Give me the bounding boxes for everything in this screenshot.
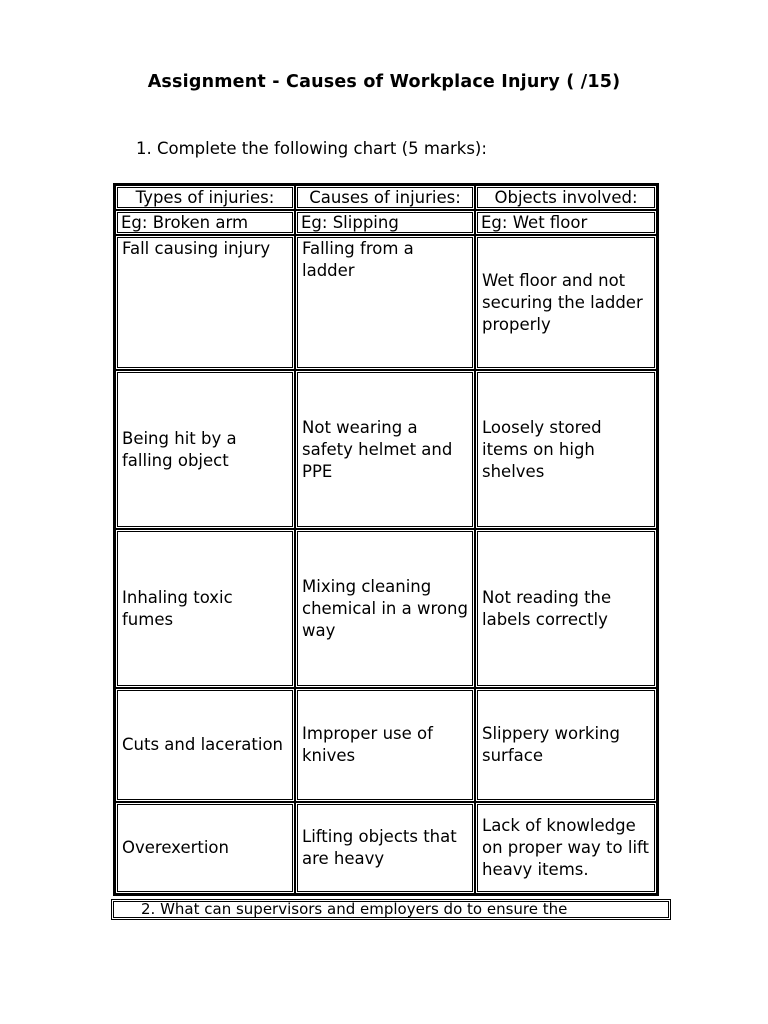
cell-cause: Improper use of knives <box>295 688 475 802</box>
table-row <box>115 235 657 370</box>
cell-object: Wet floor and not securing the ladder properly <box>475 235 657 370</box>
table-row <box>115 802 657 894</box>
example-object: Eg: Wet floor <box>475 210 657 235</box>
cell-cause: Mixing cleaning chemical in a wrong way <box>295 529 475 688</box>
cell-type: Being hit by a falling object <box>115 370 295 529</box>
cell-object: Lack of knowledge on proper way to lift heavy items. <box>475 802 657 894</box>
table-row <box>115 688 657 802</box>
question-2-box <box>111 899 671 920</box>
example-cause: Eg: Slipping <box>295 210 475 235</box>
table-header-row <box>115 185 657 210</box>
cell-cause: Lifting objects that are heavy <box>295 802 475 894</box>
cell-type: Fall causing injury <box>115 235 295 370</box>
table-row <box>115 529 657 688</box>
cell-cause: Not wearing a safety helmet and PPE <box>295 370 475 529</box>
cell-type: Inhaling toxic fumes <box>115 529 295 688</box>
assignment-title: Assignment - Causes of Workplace Injury ( /15) <box>147 72 621 92</box>
question-1-prompt: 1. Complete the following chart (5 marks): <box>136 139 487 158</box>
cell-object: Loosely stored items on high shelves <box>475 370 657 529</box>
cell-type: Overexertion <box>115 802 295 894</box>
question-2-prompt: 2. What can supervisors and employers do to ensure the <box>141 900 568 918</box>
table-example-row <box>115 210 657 235</box>
injury-chart <box>113 183 659 896</box>
header-types: Types of injuries: <box>115 185 295 210</box>
cell-type: Cuts and laceration <box>115 688 295 802</box>
cell-object: Slippery working surface <box>475 688 657 802</box>
example-type: Eg: Broken arm <box>115 210 295 235</box>
cell-cause: Falling from a ladder <box>295 235 475 370</box>
header-objects: Objects involved: <box>475 185 657 210</box>
table-row <box>115 370 657 529</box>
header-causes: Causes of injuries: <box>295 185 475 210</box>
cell-object: Not reading the labels correctly <box>475 529 657 688</box>
